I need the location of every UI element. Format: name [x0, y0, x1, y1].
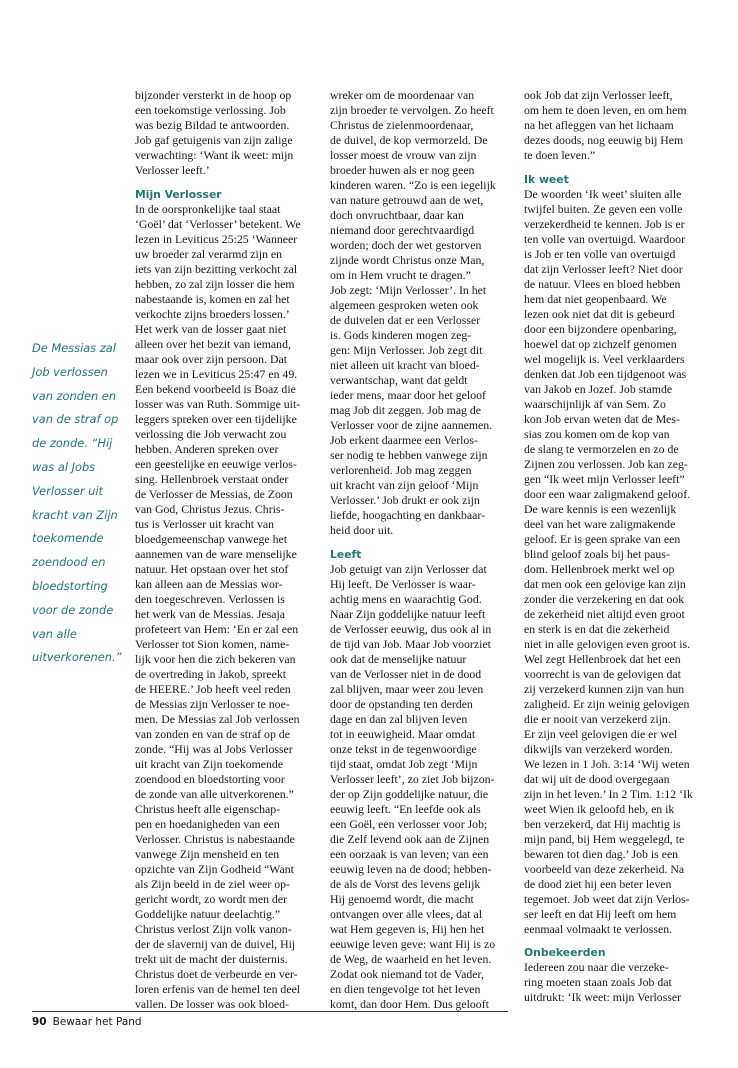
text-line: kinderen waren. “Zo is een iegelijk — [330, 178, 496, 192]
text-line: Job verlossen — [32, 364, 108, 379]
text-line: liefde, hoogachting en dankbaar- — [330, 508, 486, 522]
text-line: aannemen van de ware menselijke — [135, 547, 297, 561]
text-line: zoendood en bloedstorting voor — [135, 772, 285, 786]
text-line: ser nodig te hebben vanwege zijn — [330, 448, 488, 462]
heading-onbekeerden: Onbekeerden — [524, 946, 606, 959]
text-line: Job zegt: ‘Mijn Verlosser’. In het — [330, 283, 487, 297]
text-line: dezes doods, nog eeuwig bij Hem — [524, 133, 684, 147]
text-line: ontvangen over alle vlees, dat al — [330, 907, 482, 921]
text-line: wreker om de moordenaar van — [330, 88, 475, 102]
col3-body-1 — [524, 187, 708, 937]
heading-ik-weet: Ik weet — [524, 173, 569, 186]
text-line: om in Hem vrucht te dragen.” — [330, 268, 471, 282]
text-line: bewaren tot dien dag.’ Job is een — [524, 847, 679, 861]
text-line: tus is Verlosser uit kracht van — [135, 517, 275, 531]
text-line: Naar Zijn goddelijke natuur leeft — [330, 607, 486, 621]
text-line: voorrecht is van de gelovigen dat — [524, 667, 681, 681]
text-line: voor de zonde — [32, 602, 114, 617]
text-line: leggers spreken over een tijdelijke — [135, 412, 297, 426]
text-line: ten volle van overtuigd. Waardoor — [524, 232, 685, 246]
text-line: natuur. Het opstaan over het stof — [135, 562, 289, 576]
text-line: van God, Christus Jezus. Chris- — [135, 502, 285, 516]
text-line: bijzonder versterkt in de hoop op — [135, 88, 292, 102]
text-line: nabestaande is, komen en zal het — [135, 292, 290, 306]
text-line: tegemoet. Job weet dat zijn Verlos- — [524, 892, 690, 906]
text-line: van de Verlosser niet in de dood — [330, 667, 482, 681]
text-line: van alle — [32, 626, 77, 641]
text-line: een Goël, een verlosser voor Job; — [330, 817, 488, 831]
text-line: blind geloof zoals bij het paus- — [524, 547, 670, 561]
text-line: de Verlosser eeuwig, dus ook al in — [330, 622, 492, 636]
text-line: Verlosser voor de zijne aannemen. — [330, 418, 493, 432]
text-line: verkochte zijns broeders lossen.’ — [135, 307, 290, 321]
text-line: den toegeschreven. Verlossen is — [135, 592, 285, 606]
text-line: De Messias zal — [32, 341, 116, 355]
text-line: van Jakob en Jozef. Job stamde — [524, 382, 673, 396]
text-line: de dood ziet hij een beter leven — [524, 877, 672, 891]
text-line: wat Hem gegeven is, Hij hen het — [330, 922, 485, 936]
text-line: geloof. Er is geen sprake van een — [524, 532, 681, 546]
text-line: Verlosser. Christus is nabestaande — [135, 832, 295, 846]
text-line: De ware kennis is een wezenlijk — [524, 502, 677, 516]
text-line: de als de Vorst des levens gelijk — [330, 877, 481, 891]
text-line: een oorzaak is van leven; van een — [330, 847, 489, 861]
text-line: Verlosser uit — [32, 483, 103, 498]
text-line: kracht van Zijn — [32, 507, 118, 522]
text-line: losser moest de vrouw van zijn — [330, 148, 477, 162]
text-line: een toekomstige verlossing. Job — [135, 103, 286, 117]
text-line: lijk voor hen die zich bekeren van — [135, 652, 296, 666]
text-line: ben verzekerd, dat Hij machtig is — [524, 817, 681, 831]
text-line: iets van zijn bezitting verkocht zal — [135, 262, 298, 276]
text-line: eeuwig leeft. “En leefde ook als — [330, 802, 481, 816]
page-number: 90 — [32, 1016, 47, 1028]
text-line: was al Jobs — [32, 459, 96, 474]
text-line: De woorden ‘Ik weet’ sluiten alle — [524, 187, 682, 201]
text-line: toekomende — [32, 531, 104, 546]
text-line: uitdrukt: ‘Ik weet: mijn Verlosser — [524, 990, 682, 1004]
text-line: dat men ook een gelovige kan zijn — [524, 577, 686, 591]
text-line: die Zelf levend ook aan de Zijnen — [330, 832, 490, 846]
text-line: ring moeten staan zoals Job dat — [524, 975, 672, 989]
text-line: zonde. “Hij was al Jobs Verlosser — [135, 742, 293, 756]
text-line: van zonden en — [32, 388, 117, 403]
text-line: als Zijn beeld in de ziel weer op- — [135, 877, 290, 891]
column-2 — [330, 88, 508, 1012]
pull-quote — [32, 337, 124, 670]
text-line: Christus heeft alle eigenschap- — [135, 802, 281, 816]
text-line: zonder die verzekering en dat ook — [524, 592, 685, 606]
text-line: lezen in Leviticus 25:25 ‘Wanneer — [135, 232, 298, 246]
text-line: de zonde van alle uitverkorenen.” — [135, 787, 294, 801]
text-line: zijn broeder te vervolgen. Zo heeft — [330, 103, 494, 117]
text-line: Christus de zielenmoordenaar, — [330, 118, 474, 132]
text-line: tijd staat, omdat Job zegt ‘Mijn — [330, 757, 478, 771]
text-line: Job getuigt van zijn Verlosser dat — [330, 562, 487, 576]
text-line: niemand door gerechtvaardigd — [330, 223, 475, 237]
text-line: Het werk van de losser gaat niet — [135, 322, 287, 336]
text-line: heid door uit. — [330, 523, 394, 537]
text-line: broeder huwen als er nog geen — [330, 163, 475, 177]
text-line: opzichte van Zijn Godheid “Want — [135, 862, 294, 876]
text-line: die er nooit van verzekerd zijn. — [524, 712, 671, 726]
text-line: de Messias zijn Verlosser te noe- — [135, 697, 290, 711]
text-line: zijnde wordt Christus onze Man, — [330, 253, 485, 267]
text-line: een geestelijke en eeuwige verlos- — [135, 457, 297, 471]
text-line: loren erfenis van de hemel ten deel — [135, 982, 301, 996]
text-line: Wel zegt Hellenbroek dat het een — [524, 652, 681, 666]
text-line: bloedstorting — [32, 578, 108, 593]
text-line: kon Job ervan weten dat de Mes- — [524, 412, 680, 426]
col1-intro — [135, 88, 315, 178]
col2-intro — [330, 88, 508, 538]
text-line: maar ook over zijn persoon. Dat — [135, 352, 288, 366]
text-line: ser leeft en dat Hij leeft om hem — [524, 907, 677, 921]
text-line: en dien tengevolge tot het leven — [330, 982, 481, 996]
text-line: lezen we in Leviticus 25:47 en 49. — [135, 367, 298, 381]
text-line: doch onvruchtbaar, daar kan — [330, 208, 464, 222]
text-line: uit kracht van Zijn toekomende — [135, 757, 284, 771]
text-line: dat zijn Verlosser leeft? Niet door — [524, 262, 683, 276]
text-line: twijfel buiten. Ze geven een volle — [524, 202, 683, 216]
text-line: door een bijzondere openbaring, — [524, 322, 677, 336]
text-line: de natuur. Vlees en bloed hebben — [524, 277, 681, 291]
text-line: eeuwig leven na de dood; hebben- — [330, 862, 492, 876]
text-line: deel van het ware zaligmakende — [524, 517, 676, 531]
footer — [32, 1016, 142, 1029]
text-line: Zijnen zou verlossen. Job kan zeg- — [524, 457, 688, 471]
text-line: Hij genoemd wordt, die macht — [330, 892, 474, 906]
text-line: Job gaf getuigenis van zijn zalige — [135, 133, 293, 147]
heading-leeft: Leeft — [330, 548, 362, 561]
text-line: de overtreding in Jakob, spreekt — [135, 667, 287, 681]
text-line: waarschijnlijk af van Sem. Zo — [524, 397, 666, 411]
text-line: trekt uit de macht der duisternis. — [135, 952, 288, 966]
text-line: verwachting: ‘Want ik weet: mijn — [135, 148, 294, 162]
text-line: de zekerheid niet altijd even groot — [524, 607, 685, 621]
text-line: voorbeeld van deze zekerheid. Na — [524, 862, 685, 876]
text-line: niet alleen uit kracht van bloed- — [330, 358, 480, 372]
text-line: te doen leven.” — [524, 148, 596, 162]
text-line: de zonde. “Hij — [32, 436, 113, 451]
text-line: Zodat ook niemand tot de Vader, — [330, 967, 484, 981]
text-line: Een bekend voorbeeld is Boaz die — [135, 382, 296, 396]
text-line: de duivel, de kop vermorzeld. De — [330, 133, 488, 147]
text-line: niet in alle gelovigen even groot is. — [524, 637, 691, 651]
text-line: profeteert van Hem: ‘En er zal een — [135, 622, 299, 636]
text-line: In de oorspronkelijke taal staat — [135, 202, 281, 216]
text-line: pen en hoedanigheden van een — [135, 817, 280, 831]
col3-intro — [524, 88, 708, 163]
text-line: ook dat de menselijke natuur — [330, 652, 467, 666]
text-line: worden; doch der wet gestorven — [330, 238, 482, 252]
text-line: eenmaal volmaakt te verlossen. — [524, 922, 673, 936]
text-line: uit kracht van zijn geloof ‘Mijn — [330, 478, 479, 492]
text-line: kan alleen aan de Messias wor- — [135, 577, 283, 591]
text-line: achtig mens en waarachtig God. — [330, 592, 482, 606]
text-line: mijn pand, bij Hem weggelegd, te — [524, 832, 685, 846]
text-line: de Weg, de waarheid en het leven. — [330, 952, 492, 966]
text-line: weet Wien ik geloofd heb, en ik — [524, 802, 675, 816]
text-line: verlossing die Job verwacht zou — [135, 427, 287, 441]
text-line: hem dat niet geopenbaard. We — [524, 292, 667, 306]
text-line: de tijd van Job. Maar Job voorziet — [330, 637, 491, 651]
text-line: de Verlosser de Messias, de Zoon — [135, 487, 293, 501]
text-line: hoewel dat op zichzelf genomen — [524, 337, 677, 351]
text-line: eeuwige leven geve: want Hij is zo — [330, 937, 496, 951]
text-line: is Job er ten volle van overtuigd — [524, 247, 676, 261]
text-line: bloedgemeenschap vanwege het — [135, 532, 287, 546]
text-line: ‘Goël’ dat ‘Verlosser’ betekent. We — [135, 217, 301, 231]
text-line: losser was van Ruth. Sommige uit- — [135, 397, 301, 411]
text-line: Er zijn veel gelovigen die er wel — [524, 727, 678, 741]
text-line: uw broeder zal verarmd zijn en — [135, 247, 283, 261]
text-line: van zonden en van de straf op de — [135, 727, 290, 741]
text-line: hebben, zo zal zijn losser die hem — [135, 277, 295, 291]
text-line: dom. Hellenbroek merkt wel op — [524, 562, 675, 576]
text-line: denken dat Job een tijdgenoot was — [524, 367, 687, 381]
text-line: men. De Messias zal Job verlossen — [135, 712, 300, 726]
text-line: gericht wordt, zo wordt men der — [135, 892, 288, 906]
text-line: en sterk is en dat die zekerheid — [524, 622, 670, 636]
text-line: verlorenheid. Job mag zeggen — [330, 463, 472, 477]
text-line: was bezig Bildad te antwoorden. — [135, 118, 290, 132]
text-line: dikwijls van verzekerd worden. — [524, 742, 673, 756]
text-line: der op Zijn goddelijke natuur, die — [330, 787, 489, 801]
text-line: dage en dan zal blijven leven — [330, 712, 468, 726]
text-line: komt, dan door Hem. Dus gelooft — [330, 997, 489, 1011]
text-line: tot in eeuwigheid. Maar omdat — [330, 727, 476, 741]
text-line: de slang te vermorzelen en zo de — [524, 442, 679, 456]
col2-body — [330, 562, 508, 1012]
text-line: Iedereen zou naar die verzeke- — [524, 960, 669, 974]
column-1 — [135, 88, 315, 1012]
text-line: ieder mens, maar door het geloof — [330, 388, 486, 402]
text-line: Verlosser leeft.’ — [135, 163, 210, 177]
text-line: zaligheid. Er zijn weinig gelovigen — [524, 697, 690, 711]
text-line: is. Gods kinderen mogen zeg- — [330, 328, 472, 342]
text-line: Verlosser.’ Job drukt er ook zijn — [330, 493, 480, 507]
text-line: zal blijven, maar weer zou leven — [330, 682, 484, 696]
text-line: verwantschap, want dat geldt — [330, 373, 468, 387]
text-line: van de straf op — [32, 412, 119, 427]
text-line: Verlosser tot Sion komen, name- — [135, 637, 290, 651]
text-line: na het afleggen van het lichaam — [524, 118, 674, 132]
text-line: om hem te doen leven, en om hem — [524, 103, 687, 117]
text-line: het werk van de Messias. Jesaja — [135, 607, 286, 621]
text-line: zij verzekerd kunnen zijn van hun — [524, 682, 685, 696]
text-line: zijn in het leven.’ In 2 Tim. 1:12 ‘Ik — [524, 787, 693, 801]
text-line: onze tekst in de tegenwoordige — [330, 742, 477, 756]
publication-title: Bewaar het Pand — [52, 1016, 142, 1028]
text-line: Verlosser leeft’, zo ziet Job bijzon- — [330, 772, 495, 786]
text-line: door de opstanding ten derden — [330, 697, 473, 711]
text-line: Christus verlost Zijn volk vanon- — [135, 922, 292, 936]
text-line: sias zou komen om de kop van — [524, 427, 670, 441]
col3-body-2 — [524, 960, 708, 1005]
text-line: mag Job dit zeggen. Job mag de — [330, 403, 482, 417]
text-line: Christus doet de verbeurde en ver- — [135, 967, 298, 981]
text-line: We lezen in 1 Joh. 3:14 ‘Wij weten — [524, 757, 690, 771]
text-line: zoendood en — [32, 555, 106, 570]
text-line: van nature getrouwd aan de wet, — [330, 193, 484, 207]
text-line: verzekerdheid te kennen. Job is er — [524, 217, 685, 231]
text-line: door een waar zaligmakend geloof. — [524, 487, 691, 501]
text-line: de HEERE.’ Job heeft veel reden — [135, 682, 291, 696]
text-line: uitverkorenen.” — [32, 650, 122, 665]
footer-rule — [32, 1011, 508, 1012]
text-line: vallen. De losser was ook bloed- — [135, 997, 289, 1011]
text-line: dat wij uit de dood overgegaan — [524, 772, 670, 786]
text-line: Hij leeft. De Verlosser is waar- — [330, 577, 476, 591]
text-line: Job erkent daarmee een Verlos- — [330, 433, 478, 447]
text-line: Goddelijke natuur deelachtig.” — [135, 907, 281, 921]
text-line: algemeen gesproken weten ook — [330, 298, 479, 312]
text-line: alleen over het bezit van iemand, — [135, 337, 291, 351]
text-line: vanwege Zijn mensheid en ten — [135, 847, 280, 861]
text-line: lezen ook niet dat dit is gebeurd — [524, 307, 675, 321]
heading-mijn-verlosser: Mijn Verlosser — [135, 188, 222, 201]
text-line: gen “Ik weet mijn Verlosser leeft” — [524, 472, 685, 486]
text-line: sing. Hellenbroek verstaat onder — [135, 472, 289, 486]
col1-body — [135, 202, 315, 1012]
text-line: hebben. Anderen spreken over — [135, 442, 279, 456]
text-line: wel mogelijk is. Veel verklaarders — [524, 352, 685, 366]
text-line: gen: Mijn Verlosser. Job zegt dit — [330, 343, 483, 357]
column-3 — [524, 88, 708, 1005]
text-line: ook Job dat zijn Verlosser leeft, — [524, 88, 673, 102]
text-line: der de slavernij van de duivel, Hij — [135, 937, 296, 951]
text-line: de duivelen dat er een Verlosser — [330, 313, 481, 327]
